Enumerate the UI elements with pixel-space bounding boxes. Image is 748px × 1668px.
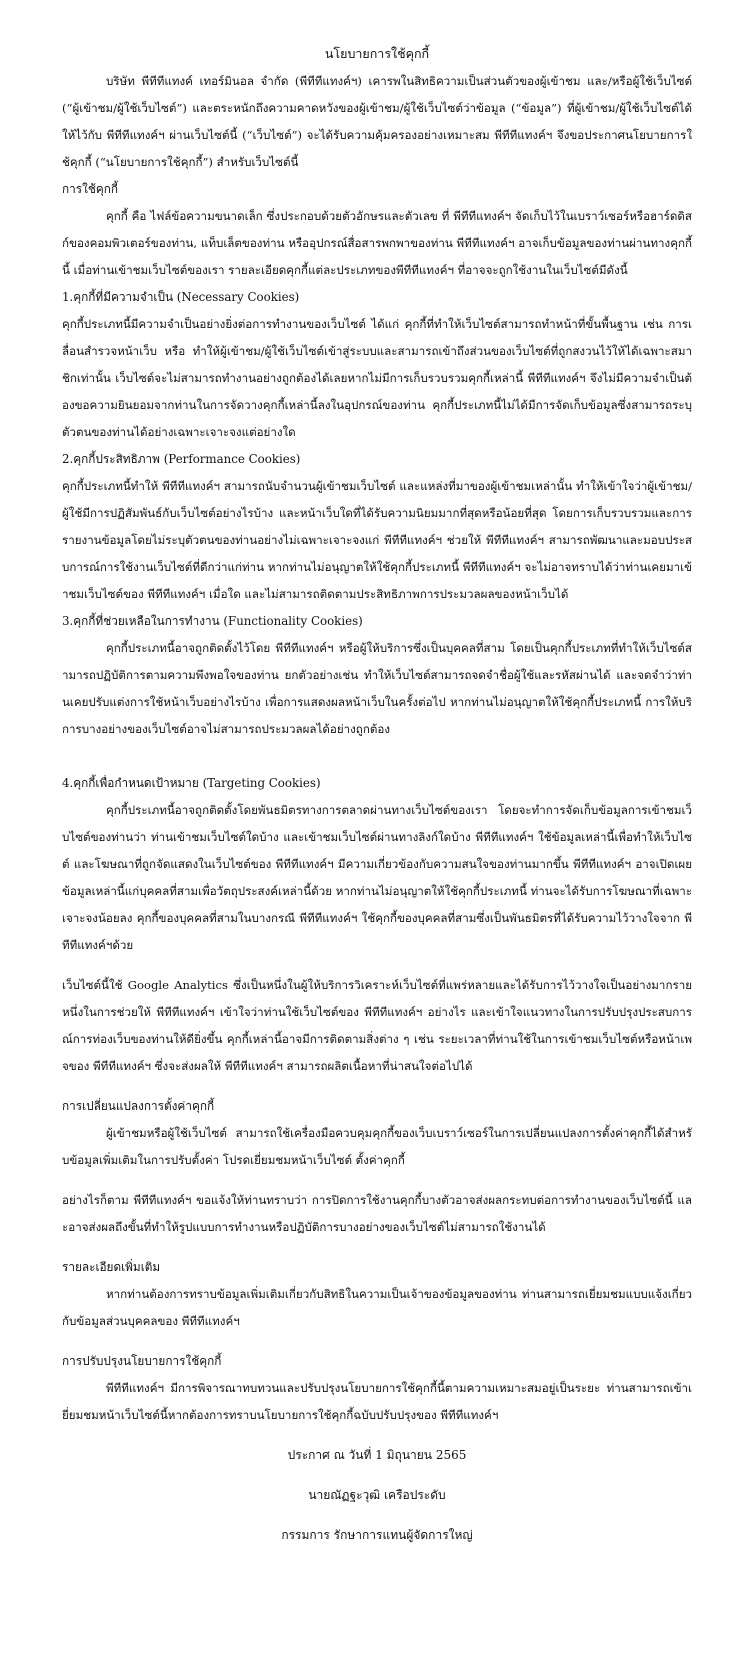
section-heading-update: การปรับปรุงนโยบายการใช้คุกกี้ xyxy=(62,1354,222,1368)
spacer xyxy=(62,1509,692,1522)
section-body-analytics: เว็บไซต์นี้ใช้ Google Analytics ซึ่งเป็นหนึ่งในผู้ให้บริการวิเคราะห์เว็บไซต์ที่แพร่หลายและได้รับการไว้วางใจเป็นอย่างมากรายหนึ่งในการช่วยให้ พีทีทีแทงค์ฯ เข้าใจว่าท่านใช้เว็บไซต์ของ พีทีทีแทงค์ฯ อย่างไร และเข้าใจแนวทางในการปรับปรุงประสบการณ์การท่องเว็บของท่านให้ดียิ่งขึ้น คุกกี้เหล่านี้อาจมีการติดตามสิ่งต่าง ๆ เช่น ระยะเวลาที่ท่านใช้ในการเข้าชมเว็บไซต์หรือหน้าเพจของ พีทีทีแทงค์ฯ ซึ่งจะส่งผลให้ พีทีทีแทงค์ฯ สามารถผลิตเนื้อหาที่น่าสนใจต่อไปได้ xyxy=(62,978,692,1073)
section-body-details: หากท่านต้องการทราบข้อมูลเพิ่มเติมเกี่ยวกับสิทธิในความเป็นเจ้าของข้อมูลของท่าน ท่านสามารถเยี่ยมชมแบบแจ้งเกี่ยวกับข้อมูลส่วนบุคคลของ พีทีทีแทงค์ฯ xyxy=(62,1287,692,1328)
section-heading-necessary: 1.คุกกี้ที่มีความจำเป็น (Necessary Cookies) xyxy=(62,290,300,304)
section-heading-functionality: 3.คุกกี้ที่ช่วยเหลือในการทำงาน (Functionality Cookies) xyxy=(62,614,363,628)
spacer xyxy=(62,1429,692,1442)
intro-paragraph: บริษัท พีทีทีแทงค์ เทอร์มินอล จำกัด (พีทีทีแทงค์ฯ) เคารพในสิทธิความเป็นส่วนตัวของผู้เข้าชม และ/หรือผู้ใช้เว็บไซต์ (“ผู้เข้าชม/ผู้ใช้เว็บไซต์”) และตระหนักถึงความคาดหวังของผู้เข้าชม/ผู้ใช้เว็บไซต์ว่าข้อมูล (“ข้อมูล”) ที่ผู้เข้าชม/ผู้ใช้เว็บไซต์ได้ให้ไว้กับ พีทีทีแทงค์ฯ ผ่านเว็บไซต์นี้ (“เว็บไซต์”) จะได้รับความคุ้มครองอย่างเหมาะสม พีทีทีแทงค์ฯ จึงขอประกาศนโยบายการใช้คุกกี้ (“นโยบายการใช้คุกกี้”) สำหรับเว็บไซต์นี้ xyxy=(62,74,692,169)
signer-title: กรรมการ รักษาการแทนผู้จัดการใหญ่ xyxy=(281,1528,473,1542)
section-body-targeting: คุกกี้ประเภทนี้อาจถูกติดตั้งโดยพันธมิตรทางการตลาดผ่านทางเว็บไซต์ของเรา โดยจะทำการจัดเก็บข้อมูลการเข้าชมเว็บไซต์ของท่านว่า ท่านเข้าชมเว็บไซต์ใดบ้าง และเข้าชมเว็บไซต์ผ่านทางลิงก์ใดบ้าง พีทีทีแทงค์ฯ ใช้ข้อมูลเหล่านี้เพื่อทำให้เว็บไซต์ และโฆษณาที่ถูกจัดแสดงในเว็บไซต์ของ พีทีทีแทงค์ฯ มีความเกี่ยวข้องกับความสนใจของท่านมากขึ้น พีทีทีแทงค์ฯ อาจเปิดเผยข้อมูลเหล่านี้แก่บุคคลที่สามเพื่อวัตถุประสงค์เหล่านี้ด้วย หากท่านไม่อนุญาตให้ใช้คุกกี้ประเภทนี้ ท่านจะได้รับการโฆษณาที่เฉพาะเจาะจงน้อยลง คุกกี้ของบุคคลที่สามในบางกรณี พีทีทีแทงค์ฯ ใช้คุกกี้ของบุคคลที่สามซึ่งเป็นพันธมิตรที่ได้รับความไว้วางใจจาก พีทีทีแทงค์ฯด้วย xyxy=(62,803,692,952)
spacer xyxy=(62,1080,692,1093)
section-body-performance: คุกกี้ประเภทนี้ทำให้ พีทีทีแทงค์ฯ สามารถนับจำนวนผู้เข้าชมเว็บไซต์ และแหล่งที่มาของผู้เข้าชมเหล่านั้น ทำให้เข้าใจว่าผู้เข้าชม/ผู้ใช้มีการปฏิสัมพันธ์กับเว็บไซต์อย่างไรบ้าง และหน้าเว็บใดที่ได้รับความนิยมมากที่สุดหรือน้อยที่สุด โดยการเก็บรวบรวมและการรายงานข้อมูลโดยไม่ระบุตัวตนของท่านอย่างไม่เฉพาะเจาะจงแก่ พีทีทีแทงค์ฯ ช่วยให้ พีทีทีแทงค์ฯ สามารถพัฒนาและมอบประสบการณ์การใช้งานเว็บไซต์ที่ดีกว่าแก่ท่าน หากท่านไม่อนุญาตให้ใช้คุกกี้ประเภทนี้ พีทีทีแทงค์ฯ จะไม่อาจทราบได้ว่าท่านเคยมาเข้าชมเว็บไซต์ของ พีทีทีแทงค์ฯ เมื่อใด และไม่สามารถติดตามประสิทธิภาพการประมวลผลของหน้าเว็บได้ xyxy=(62,479,692,601)
spacer xyxy=(62,1241,692,1254)
section-note-settings: อย่างไรก็ตาม พีทีทีแทงค์ฯ ขอแจ้งให้ท่านทราบว่า การปิดการใช้งานคุกกี้บางตัวอาจส่งผลกระทบต่อการทำงานของเว็บไซต์นี้ และอาจส่งผลถึงขั้นที่ทำให้รูปแบบการทำงานหรือปฏิบัติการบางอย่างของเว็บไซต์ไม่สามารถใช้งานได้ xyxy=(62,1193,692,1234)
section-heading-settings: การเปลี่ยนแปลงการตั้งค่าคุกกี้ xyxy=(62,1099,215,1113)
spacer xyxy=(62,743,692,770)
signer-name: นายณัฏฐะวุฒิ เครือประดับ xyxy=(308,1488,446,1502)
announcement-date: ประกาศ ณ วันที่ 1 มิถุนายน 2565 xyxy=(287,1448,467,1462)
spacer xyxy=(62,1469,692,1482)
section-heading-usage: การใช้คุกกี้ xyxy=(62,182,119,196)
spacer xyxy=(62,1174,692,1187)
spacer xyxy=(62,1335,692,1348)
section-body-necessary: คุกกี้ประเภทนี้มีความจำเป็นอย่างยิ่งต่อการทำงานของเว็บไซต์ ได้แก่ คุกกี้ที่ทำให้เว็บไซต์สามารถทำหน้าที่ขั้นพื้นฐาน เช่น การเลื่อนสำรวจหน้าเว็บ หรือ ทำให้ผู้เข้าชม/ผู้ใช้เว็บไซต์เข้าสู่ระบบและสามารถเข้าถึงส่วนของเว็บไซต์ที่ถูกสงวนไว้ให้ได้เฉพาะสมาชิกเท่านั้น เว็บไซต์จะไม่สามารถทำงานอย่างถูกต้องได้เลยหากไม่มีการเก็บรวบรวมคุกกี้เหล่านี้ พีทีทีแทงค์ฯ จึงไม่มีความจำเป็นต้องขอความยินยอมจากท่านในการจัดวางคุกกี้เหล่านี้ลงในอุปกรณ์ของท่าน คุกกี้ประเภทนี้ไม่ได้มีการจัดเก็บข้อมูลซึ่งสามารถระบุตัวตนของท่านได้อย่างเฉพาะเจาะจงแต่อย่างใด xyxy=(62,317,692,439)
section-body-functionality: คุกกี้ประเภทนี้อาจถูกติดตั้งไว้โดย พีทีทีแทงค์ฯ หรือผู้ให้บริการซึ่งเป็นบุคคลที่สาม โดยเป็นคุกกี้ประเภทที่ทำให้เว็บไซต์สามารถปฏิบัติการตามความพึงพอใจของท่าน ยกตัวอย่างเช่น ทำให้เว็บไซต์สามารถจดจำชื่อผู้ใช้และรหัสผ่านได้ และจดจำว่าท่านเคยปรับแต่งการใช้หน้าเว็บอย่างไรบ้าง เพื่อการแสดงผลหน้าเว็บในครั้งต่อไป หากท่านไม่อนุญาตให้ใช้คุกกี้ประเภทนี้ การให้บริการบางอย่างของเว็บไซต์อาจไม่สามารถประมวลผลได้อย่างถูกต้อง xyxy=(62,641,692,736)
section-body-usage: คุกกี้ คือ ไฟล์ข้อความขนาดเล็ก ซึ่งประกอบด้วยตัวอักษรและตัวเลข ที่ พีทีทีแทงค์ฯ จัดเก็บไว้ในเบราว์เซอร์หรือฮาร์ดดิสก์ของคอมพิวเตอร์ของท่าน, แท็บเล็ตของท่าน หรืออุปกรณ์สื่อสารพกพาของท่าน พีทีทีแทงค์ฯ อาจเก็บข้อมูลของท่านผ่านทางคุกกี้นี้ เมื่อท่านเข้าชมเว็บไซต์ของเรา รายละเอียดคุกกี้แต่ละประเภทของพีทีทีแทงค์ฯ ที่อาจจะถูกใช้งานในเว็บไซต์มีดังนี้ xyxy=(62,209,692,277)
document-title: นโยบายการใช้คุกกี้ xyxy=(324,46,430,61)
spacer xyxy=(62,959,692,972)
section-heading-details: รายละเอียดเพิ่มเติม xyxy=(62,1260,161,1274)
section-heading-performance: 2.คุกกี้ประสิทธิภาพ (Performance Cookies) xyxy=(62,452,301,466)
section-body-update: พีทีทีแทงค์ฯ มีการพิจารณาทบทวนและปรับปรุงนโยบายการใช้คุกกี้นี้ตามความเหมาะสมอยู่เป็นระยะ ท่านสามารถเข้าเยี่ยมชมหน้าเว็บไซต์นี้หากต้องการทราบนโยบายการใช้คุกกี้ฉบับปรับปรุงของ พีทีทีแทงค์ฯ xyxy=(62,1381,692,1422)
section-body-settings: ผู้เข้าชมหรือผู้ใช้เว็บไซต์ สามารถใช้เครื่องมือควบคุมคุกกี้ของเว็บเบราว์เซอร์ในการเปลี่ยนแปลงการตั้งค่าคุกกี้ได้สำหรับข้อมูลเพิ่มเติมในการปรับตั้งค่า โปรดเยี่ยมชมหน้าเว็บไซต์ ตั้งค่าคุกกี้ xyxy=(62,1126,692,1167)
section-heading-targeting: 4.คุกกี้เพื่อกำหนดเป้าหมาย (Targeting Cookies) xyxy=(62,776,321,790)
